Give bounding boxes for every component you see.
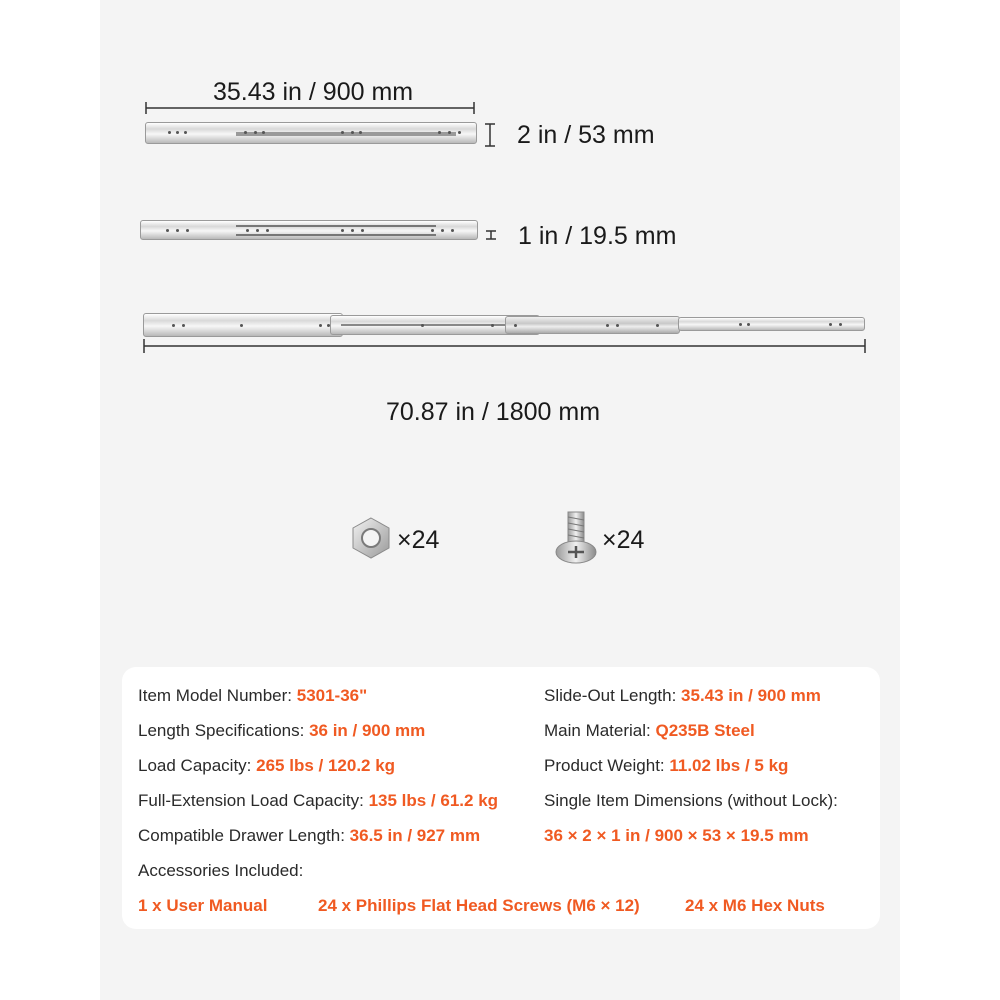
- spec-value: 5301-36": [296, 686, 368, 705]
- spec-label: Item Model Number:: [138, 686, 297, 705]
- spec-weight: [544, 756, 788, 776]
- spec-value: 135 lbs / 61.2 kg: [368, 791, 499, 810]
- accessory-item: 1 x User Manual: [138, 896, 268, 915]
- length-label: 35.43 in / 900 mm: [213, 78, 414, 106]
- spec-value: Q235B Steel: [655, 721, 755, 740]
- length-dimension-line: [140, 100, 480, 116]
- spec-value: 36 in / 900 mm: [309, 721, 426, 740]
- spec-label: Compatible Drawer Length:: [138, 826, 350, 845]
- height-label: 2 in / 53 mm: [517, 121, 655, 149]
- extended-slide-outer: [143, 313, 343, 337]
- spec-single-dims-value: 36 × 2 × 1 in / 900 × 53 × 19.5 mm: [544, 826, 809, 845]
- extended-length-label: 70.87 in / 1800 mm: [386, 398, 601, 426]
- spec-slide-out: [544, 686, 821, 706]
- spec-full-extension-load: [138, 791, 498, 811]
- spec-value: 11.02 lbs / 5 kg: [669, 756, 789, 775]
- spec-label: Product Weight:: [544, 756, 670, 775]
- spec-drawer-length: [138, 826, 480, 846]
- spec-value: 36.5 in / 927 mm: [349, 826, 481, 845]
- spec-label: Load Capacity:: [138, 756, 257, 775]
- height-dimension-line: [482, 122, 498, 148]
- thickness-label: 1 in / 19.5 mm: [518, 222, 677, 250]
- extended-slide-bearing: [505, 316, 680, 334]
- spec-length: [138, 721, 425, 741]
- spec-value: 35.43 in / 900 mm: [681, 686, 821, 705]
- spec-label: Main Material:: [544, 721, 656, 740]
- thickness-dimension-line: [484, 228, 498, 242]
- spec-label: Length Specifications:: [138, 721, 310, 740]
- extended-dimension-line: [140, 336, 870, 354]
- spec-label: Slide-Out Length:: [544, 686, 682, 705]
- spec-value: 265 lbs / 120.2 kg: [256, 756, 396, 775]
- spec-material: [544, 721, 755, 741]
- accessory-item: 24 x Phillips Flat Head Screws (M6 × 12): [318, 896, 640, 915]
- accessory-item: 24 x M6 Hex Nuts: [685, 896, 825, 915]
- extended-slide-inner: [678, 317, 865, 331]
- spec-model: [138, 686, 367, 706]
- drawer-slide-top-view: [140, 220, 478, 240]
- hex-nut-icon: [349, 516, 393, 560]
- phillips-screw-icon: [553, 508, 599, 566]
- nut-count: ×24: [397, 526, 440, 554]
- accessories-label: Accessories Included:: [138, 861, 304, 880]
- spec-load: [138, 756, 395, 776]
- spec-label: Full-Extension Load Capacity:: [138, 791, 369, 810]
- screw-count: ×24: [602, 526, 645, 554]
- drawer-slide-side-view: [145, 122, 477, 144]
- spec-single-dims-label: Single Item Dimensions (without Lock):: [544, 791, 838, 810]
